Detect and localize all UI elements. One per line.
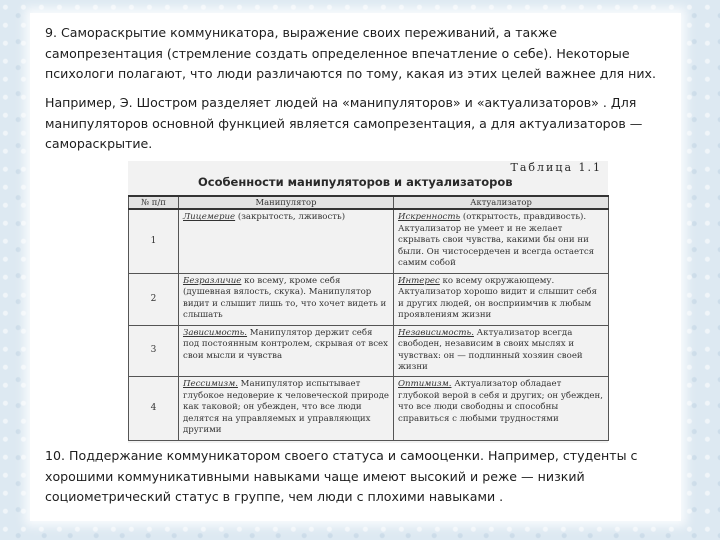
slide: [30, 13, 681, 521]
header-number: № п/п: [129, 196, 179, 209]
manipulator-term: Зависимость.: [183, 327, 248, 338]
table-row: [129, 377, 609, 441]
row-number: 2: [129, 273, 179, 325]
actualizer-term: Искренность: [398, 212, 461, 223]
manipulator-cell: [179, 273, 394, 325]
row-number: 1: [129, 209, 179, 273]
manipulator-text: Манипулятор испытывает глубокое недоверие к человеческой природе как таковой; он убежден, что все люди делятся на управляемых и управляющих другими: [183, 379, 389, 436]
manipulator-term: Лицемерие: [183, 212, 236, 223]
manipulator-cell: [179, 209, 394, 273]
actualizer-cell: [394, 377, 609, 441]
row-number: 3: [129, 325, 179, 377]
table-row: [129, 325, 609, 377]
actualizer-term: Независимость.: [398, 327, 474, 338]
paragraph-10: 10. Поддержание коммуникатором своего статуса и самооценки. Например, студенты с хорошими коммуникативными навыками чаще имеют высокий и реже — низкий социометрический статус в группе, чем люди с плохими навыками .: [45, 448, 638, 504]
table-title: Особенности манипуляторов и актуализаторов: [198, 175, 513, 189]
actualizer-text: Актуализатор всегда свободен, независим в своих мыслях и чувствах: он — подлинный хозяин своей жизни: [398, 327, 583, 372]
manipulator-cell: [179, 377, 394, 441]
actualizer-text: Актуализатор обладает глубокой верой в себя и других; он убежден, что все люди свободны и способны справиться с любыми трудностями: [398, 379, 603, 424]
manipulator-text: ко всему, кроме себя (душевная вялость, скука). Манипулятор видит и слышит лишь то, что хочет видеть и слышать: [183, 275, 387, 321]
scanned-table: [128, 161, 608, 443]
table-label: Таблица 1.1: [510, 161, 602, 174]
paragraph-shostrom: Например, Э. Шостром разделяет людей на «манипуляторов» и «актуализаторов» . Для манипуляторов основной функцией является самопрезентация, а для актуализаторов — самораскрытие.: [45, 95, 643, 151]
header-actualizer: Актуализатор: [394, 196, 609, 209]
manipulator-term: Пессимизм.: [183, 379, 238, 390]
paragraph-9: 9. Самораскрытие коммуникатора, выражение своих переживаний, а также самопрезентация (стремление создать определенное впечатление о себе). Некоторые психологи полагают, что люди различаются по тому, какая из этих целей важнее для них.: [45, 25, 656, 81]
actualizer-text: ко всему окружающему. Актуализатор хорошо видит и слышит себя и других людей, он восприимчив к любым проявлениям жизни: [398, 275, 597, 321]
table-row: [129, 273, 609, 325]
actualizer-cell: [394, 209, 609, 273]
actualizer-term: Интерес: [398, 275, 440, 286]
row-number: 4: [129, 377, 179, 441]
actualizer-text: (открытость, правдивость). Актуализатор не умеет и не желает скрывать свои чувства, какими бы они ни были. Он чистосердечен и всегда остается самим собой: [398, 212, 595, 269]
actualizer-cell: [394, 273, 609, 325]
table-row: [129, 209, 609, 273]
actualizer-cell: [394, 325, 609, 377]
header-manipulator: Манипулятор: [179, 196, 394, 209]
comparison-table: [128, 195, 609, 441]
manipulator-text: (закрытость, лживость): [235, 212, 346, 223]
table-header-row: [129, 196, 609, 209]
actualizer-term: Оптимизм.: [398, 379, 452, 390]
manipulator-term: Безразличие: [183, 275, 242, 286]
manipulator-text: Манипулятор держит себя под постоянным контролем, скрывая от всех свои мысли и чувства: [183, 327, 388, 361]
manipulator-cell: [179, 325, 394, 377]
